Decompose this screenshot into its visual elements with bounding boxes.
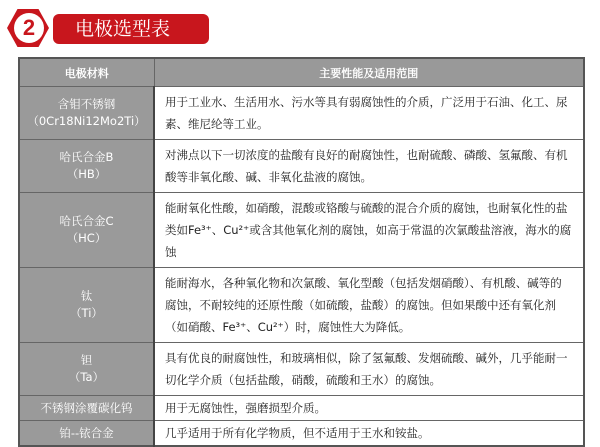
material-code: （Ta） [68,370,105,384]
material-name: 不锈钢涂覆碳化钨 [40,400,133,415]
table-row [19,396,584,421]
material-name: 哈氏合金B [59,150,114,164]
description-cell: 用于工业水、生活用水、污水等具有弱腐蚀性的介质，广泛用于石油、化工、尿素、维尼纶等工业。 [154,87,584,140]
material-cell [19,268,154,343]
description-cell: 用于无腐蚀性，强磨损型介质。 [154,396,584,421]
material-code: （HB） [66,167,107,181]
material-name: 哈氏合金C [59,214,114,228]
material-cell [19,421,154,447]
electrode-selection-table [18,57,585,447]
section-number: 2 [14,13,44,43]
section-title: 电极选型表 [53,14,209,44]
description-cell: 能耐海水，各种氧化物和次氯酸、氧化型酸（包括发烟硝酸）、有机酸、碱等的腐蚀，不耐较纯的还原性酸（如硫酸，盐酸）的腐蚀。但如果酸中还有氧化剂（如硝酸、Fe³⁺、Cu²⁺）时，腐蚀性大为降低。 [154,268,584,343]
table-header-row [19,58,584,87]
table-row [19,193,584,268]
column-header-material: 电极材料 [19,58,154,87]
material-code: （Ti） [70,306,103,320]
table-row [19,87,584,140]
material-cell [19,396,154,421]
material-name: 钽 [80,353,93,367]
material-name: 铂--铱合金 [59,425,114,440]
material-code: （0Cr18Ni12Mo2Ti） [27,114,146,128]
material-cell [19,140,154,193]
description-cell: 对沸点以下一切浓度的盐酸有良好的耐腐蚀性，也耐硫酸、磷酸、氢氟酸、有机酸等非氧化酸、碱、非氧化盐液的腐蚀。 [154,140,584,193]
material-name: 含钼不锈钢 [57,97,116,111]
material-cell [19,343,154,396]
material-cell [19,193,154,268]
table-row [19,343,584,396]
description-cell: 能耐氧化性酸，如硝酸，混酸或铬酸与硫酸的混合介质的腐蚀，也耐氧化性的盐类如Fe³⁺、Cu²⁺或含其他氧化剂的腐蚀，如高于常温的次氯酸盐溶液，海水的腐蚀 [154,193,584,268]
description-cell: 具有优良的耐腐蚀性，和玻璃相似，除了氢氟酸、发烟硫酸、碱外，几乎能耐一切化学介质（包括盐酸，硝酸，硫酸和王水）的腐蚀。 [154,343,584,396]
table-row [19,268,584,343]
description-cell: 几乎适用于所有化学物质，但不适用于王水和铵盐。 [154,421,584,447]
column-header-description: 主要性能及适用范围 [154,58,584,87]
table-row [19,421,584,447]
material-code: （HC） [66,231,107,245]
table-row [19,140,584,193]
material-name: 钛 [80,289,93,303]
material-cell [19,87,154,140]
